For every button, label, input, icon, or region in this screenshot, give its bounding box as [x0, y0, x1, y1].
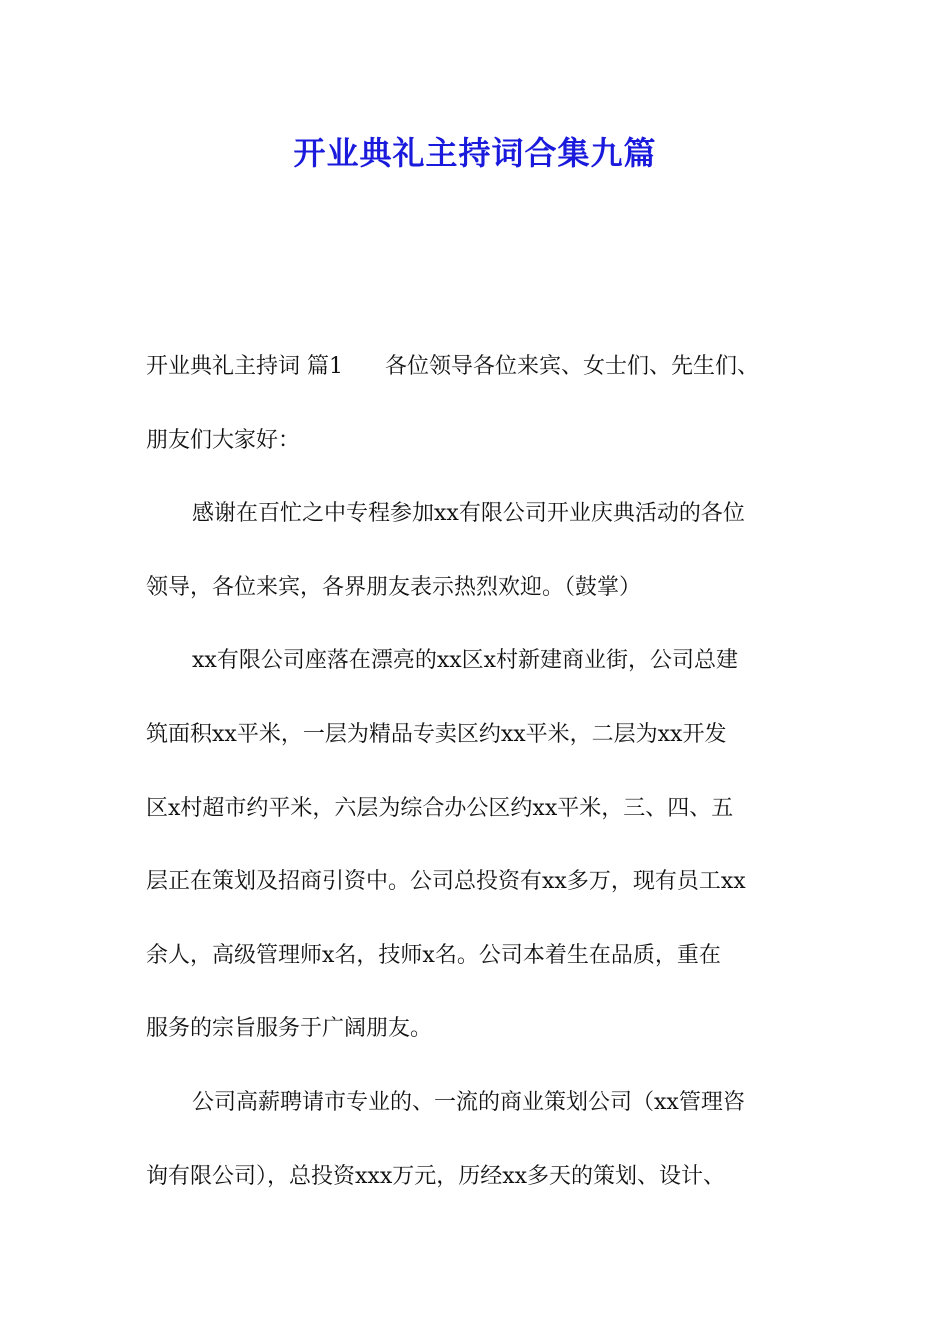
document-body	[146, 330, 826, 1213]
paragraph-line	[146, 330, 826, 404]
paragraph-line: 筑面积xx平米，一层为精品专卖区约xx平米，二层为xx开发	[146, 721, 727, 747]
paragraph-line: 朋友们大家好：	[146, 427, 301, 453]
paragraph-line: 询有限公司），总投资xxx万元，历经xx多天的策划、设计、	[146, 1163, 726, 1189]
paragraph-line: 服务的宗旨服务于广阔朋友。	[146, 1016, 433, 1042]
document-title: 开业典礼主持词合集九篇	[293, 134, 657, 172]
paragraph-line: 层正在策划及招商引资中。公司总投资有xx多万，现有员工xx	[146, 869, 746, 895]
paragraph-line: 余人，高级管理师x名，技师x名。公司本着生在品质，重在	[146, 942, 721, 968]
paragraph-line: xx有限公司座落在漂亮的xx区x村新建商业街，公司总建	[192, 648, 739, 674]
section-heading: 开业典礼主持词 篇1	[146, 354, 343, 379]
paragraph-line: 区x村超市约平米，六层为综合办公区约xx平米，三、四、五	[146, 795, 734, 821]
paragraph-text: 各位领导各位来宾、女士们、先生们、	[385, 354, 760, 379]
paragraph-line: 感谢在百忙之中专程参加xx有限公司开业庆典活动的各位	[192, 501, 745, 527]
paragraph-line: 领导，各位来宾，各界朋友表示热烈欢迎。（鼓掌）	[146, 574, 642, 600]
paragraph-line: 公司高薪聘请市专业的、一流的商业策划公司（xx管理咨	[192, 1089, 745, 1115]
